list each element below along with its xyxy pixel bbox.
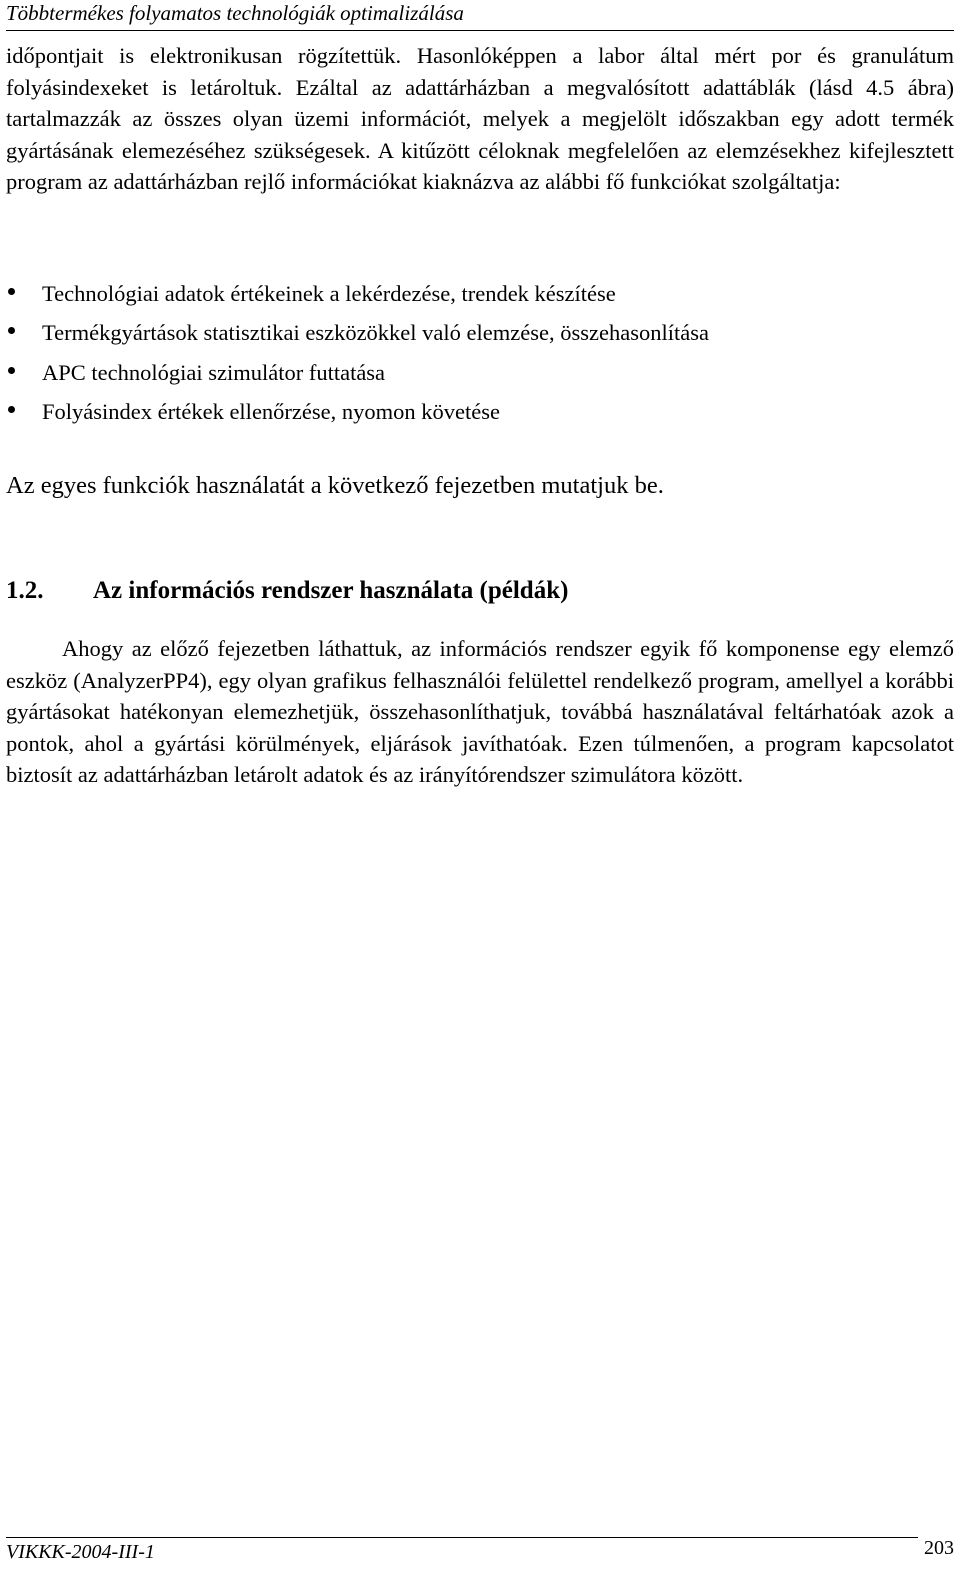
bullet-icon: [8, 327, 15, 334]
page-number: 203: [924, 1537, 954, 1559]
closing-sentence: Az egyes funkciók használatát a következő fejezetben mutatjuk be.: [6, 472, 664, 499]
bullet-icon: [8, 288, 15, 295]
footer-document-id: VIKKK-2004-III-1: [6, 1541, 155, 1563]
list-item-text: Technológiai adatok értékeinek a lekérdezése, trendek készítése: [42, 281, 616, 306]
list-item-text: APC technológiai szimulátor futtatása: [42, 359, 386, 385]
list-item: [6, 357, 954, 396]
bullet-icon: [8, 367, 15, 374]
function-list: [6, 278, 954, 435]
section-title: Az információs rendszer használata (példák): [93, 577, 569, 604]
list-item: [6, 278, 954, 317]
list-item: [6, 317, 954, 356]
running-title: Többtermékes folyamatos technológiák optimalizálása: [6, 1, 464, 25]
bullet-icon: [8, 406, 15, 413]
section-number: 1.2.: [6, 577, 44, 604]
intro-paragraph: időpontjait is elektronikusan rögzítettük. Hasonlóképpen a labor által mért por és granulátum folyásindexeket is letároltuk. Ezáltal az adattárházban a megvalósított adattáblák (lásd 4.5 ábra) tartalmazzák az összes olyan üzemi információt, melyek a megjelölt időszakban egy adott termék gyártásának elemezéséhez szükségesek. A kitűzött céloknak megfelelően az elemzésekhez kifejlesztett program az adattárházban rejlő információkat kiaknázva az alábbi fő funkciókat szolgáltatja:: [6, 43, 954, 194]
section-heading: [6, 574, 568, 608]
page-header: [6, 0, 954, 31]
intro-section: [6, 40, 954, 198]
footer-divider: [6, 1537, 918, 1538]
section-paragraph: Ahogy az előző fejezetben láthattuk, az információs rendszer egyik fő komponense egy elemző eszköz (AnalyzerPP4), egy olyan grafikus felhasználói felülettel rendelkező program, amellyel a korábbi gyártásokat hatékonyan elemezhetjük, összehasonlíthatjuk, továbbá használatával feltárhatóak azok a pontok, ahol a gyártási körülmények, eljárások javíthatóak. Ezen túlmenően, a program kapcsolatot biztosít az adattárházban letárolt adatok és az irányítórendszer szimulátora között.: [6, 636, 954, 787]
list-item: [6, 396, 954, 435]
list-item-text: Folyásindex értékek ellenőrzése, nyomon követése: [42, 398, 500, 424]
list-item-text: Termékgyártások statisztikai eszközökkel való elemzése, összehasonlítása: [42, 320, 709, 346]
